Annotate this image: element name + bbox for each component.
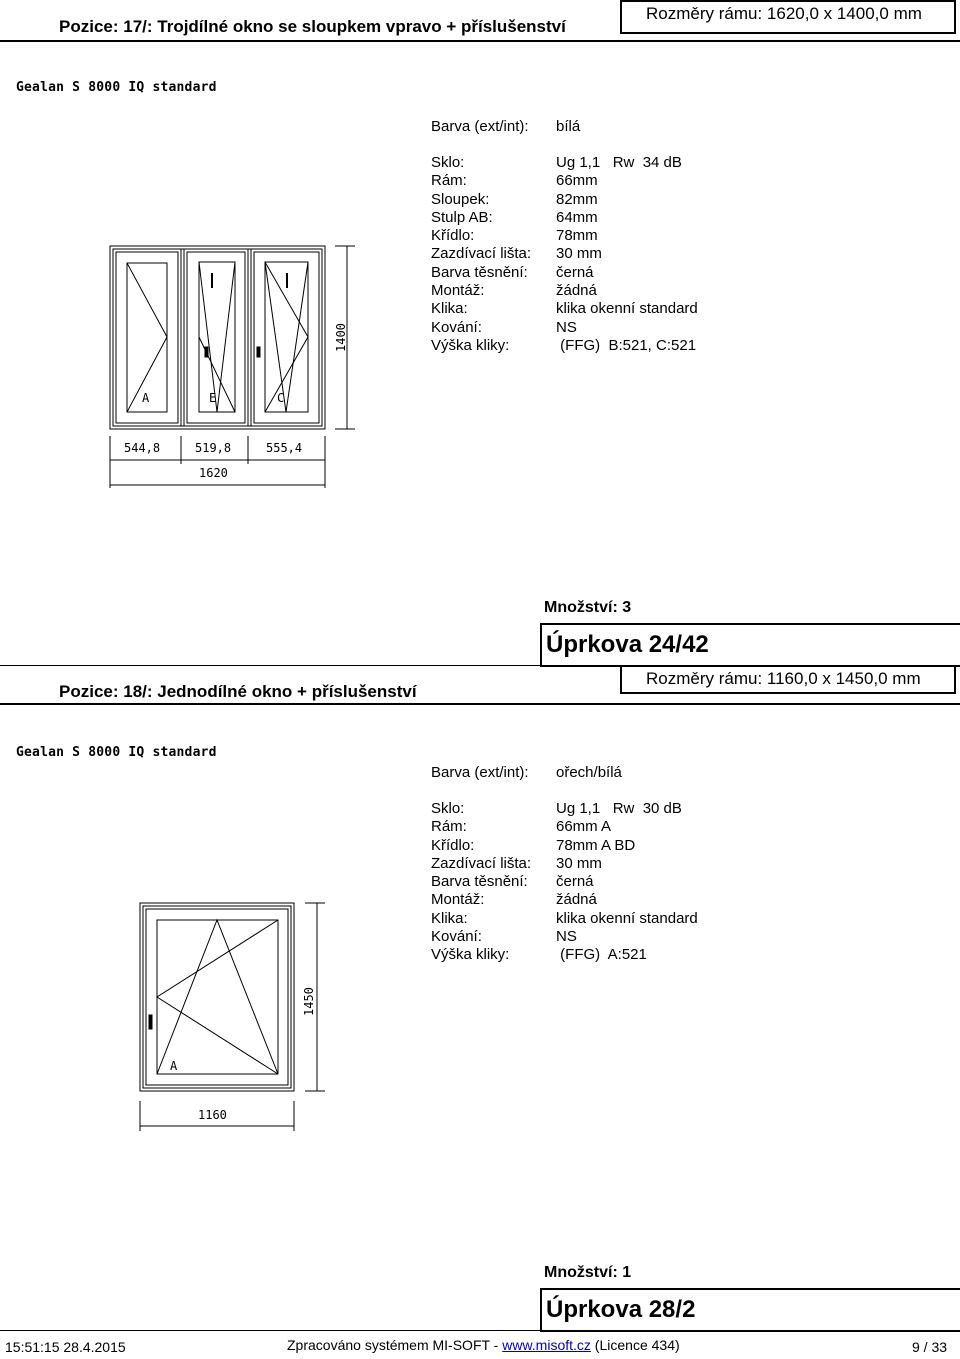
spec-label: Výška kliky: <box>431 336 510 354</box>
reference-box: Úprkova 24/42 <box>540 623 960 667</box>
handle-icon <box>257 347 260 357</box>
window-drawing-single <box>130 896 330 1136</box>
spec-label: Sklo: <box>431 800 465 817</box>
spec-label: Montáž: <box>431 891 485 909</box>
spec-row <box>431 800 751 818</box>
spec-label: Křídlo: <box>431 836 475 854</box>
spec-row <box>431 910 751 928</box>
frame-dimensions: Rozměry rámu: 1620,0 x 1400,0 mm <box>620 0 956 34</box>
spec-value: černá <box>556 263 594 281</box>
misoft-link[interactable]: www.misoft.cz <box>502 1337 591 1353</box>
opening-symbol <box>199 262 235 412</box>
color-row <box>431 118 751 136</box>
spec-value: klika okenní standard <box>556 300 698 318</box>
window-drawing-triple <box>100 240 360 490</box>
reference-box: Úprkova 28/2 <box>540 1288 960 1332</box>
spec-value: NS <box>556 928 577 946</box>
sash-letter: C <box>277 391 285 405</box>
spec-row <box>431 873 751 891</box>
spec-row <box>431 891 751 909</box>
spec-label: Výška kliky: <box>431 946 510 964</box>
spec-value: Ug 1,1 Rw 34 dB <box>556 154 682 171</box>
spec-label: Křídlo: <box>431 227 475 245</box>
spec-value: bílá <box>556 118 581 135</box>
spec-value: 66mm A <box>556 818 612 836</box>
spec-label: Zazdívací lišta: <box>431 245 532 263</box>
spec-value: žádná <box>556 891 597 909</box>
spec-value: 78mm A BD <box>556 836 636 854</box>
spec-value: žádná <box>556 282 597 300</box>
spec-label: Kování: <box>431 928 482 946</box>
page-number: 9 / 33 <box>912 1339 948 1355</box>
header-rule <box>0 703 960 705</box>
spec-value: 30 mm <box>556 245 602 263</box>
outer-frame <box>140 903 294 1091</box>
spec-row <box>431 337 751 355</box>
spec-label: Rám: <box>431 818 467 836</box>
spec-label: Stulp AB: <box>431 208 493 226</box>
footer-timestamp: 15:51:15 28.4.2015 <box>5 1339 126 1355</box>
spec-value: 64mm <box>556 208 598 226</box>
spec-row <box>431 855 751 873</box>
system-label: Gealan S 8000 IQ standard <box>16 80 217 95</box>
total-width-label: 1160 <box>198 1108 227 1122</box>
handle-icon <box>149 1015 152 1029</box>
spec-value: (FFG) B:521, C:521 <box>556 336 697 354</box>
position-title: Pozice: 17/: Trojdílné okno se sloupkem vpravo + příslušenství <box>59 17 566 36</box>
spec-label: Klika: <box>431 300 468 318</box>
width-label: 544,8 <box>124 441 161 455</box>
sash-letter: A <box>170 1059 178 1073</box>
spec-value: 66mm <box>556 172 598 190</box>
spec-value: ořech/bílá <box>556 764 622 781</box>
spec-label: Zazdívací lišta: <box>431 854 532 872</box>
sash-a <box>146 909 288 1085</box>
processed-text: Zpracováno systémem MI-SOFT - <box>287 1337 503 1353</box>
sash-letter: E <box>209 391 217 405</box>
spec-label: Barva (ext/int): <box>431 118 529 135</box>
section-divider <box>0 665 542 666</box>
spec-value: Ug 1,1 Rw 30 dB <box>556 800 682 817</box>
spec-row <box>431 946 751 964</box>
license-text: (Licence 434) <box>590 1337 680 1353</box>
spec-row <box>431 245 751 263</box>
header-rule <box>0 40 960 42</box>
spec-label: Sloupek: <box>431 190 490 208</box>
spec-label: Barva těsnění: <box>431 263 528 281</box>
spec-row <box>431 282 751 300</box>
spec-row <box>431 191 751 209</box>
spec-value: 82mm <box>556 190 598 208</box>
spec-value: 30 mm <box>556 854 602 872</box>
spec-row <box>431 154 751 172</box>
spec-row <box>431 227 751 245</box>
footer-rule <box>0 1330 542 1331</box>
spec-row <box>431 300 751 318</box>
spec-label: Rám: <box>431 172 467 190</box>
footer-processed <box>287 1337 680 1353</box>
spec-list <box>431 154 751 355</box>
inner-frame <box>143 906 291 1088</box>
frame-dimensions: Rozměry rámu: 1160,0 x 1450,0 mm <box>620 665 956 694</box>
opening-symbol <box>157 920 278 1074</box>
system-label: Gealan S 8000 IQ standard <box>16 745 217 760</box>
spec-value: klika okenní standard <box>556 909 698 927</box>
width-label: 555,4 <box>266 441 303 455</box>
quantity: Množství: 3 <box>544 599 632 616</box>
spec-value: NS <box>556 318 577 336</box>
position-title: Pozice: 18/: Jednodílné okno + příslušenství <box>59 682 417 701</box>
width-label: 519,8 <box>195 441 232 455</box>
spec-list <box>431 800 751 965</box>
spec-label: Kování: <box>431 318 482 336</box>
sash-letter: A <box>142 391 150 405</box>
spec-row <box>431 172 751 190</box>
quantity: Množství: 1 <box>544 1264 632 1281</box>
opening-symbol <box>127 263 167 412</box>
spec-label: Sklo: <box>431 154 465 171</box>
spec-row <box>431 264 751 282</box>
spec-value: 78mm <box>556 227 598 245</box>
spec-row <box>431 319 751 337</box>
handle-icon <box>205 347 208 357</box>
spec-value: (FFG) A:521 <box>556 946 647 964</box>
spec-label: Klika: <box>431 909 468 927</box>
spec-row <box>431 928 751 946</box>
total-width-label: 1620 <box>199 466 228 480</box>
spec-value: černá <box>556 873 594 891</box>
spec-row <box>431 818 751 836</box>
height-label: 1450 <box>302 987 316 1016</box>
spec-row <box>431 209 751 227</box>
spec-label: Barva (ext/int): <box>431 764 529 781</box>
spec-row <box>431 837 751 855</box>
color-row <box>431 764 751 782</box>
spec-label: Montáž: <box>431 282 485 300</box>
height-label: 1400 <box>334 323 348 352</box>
spec-label: Barva těsnění: <box>431 873 528 891</box>
